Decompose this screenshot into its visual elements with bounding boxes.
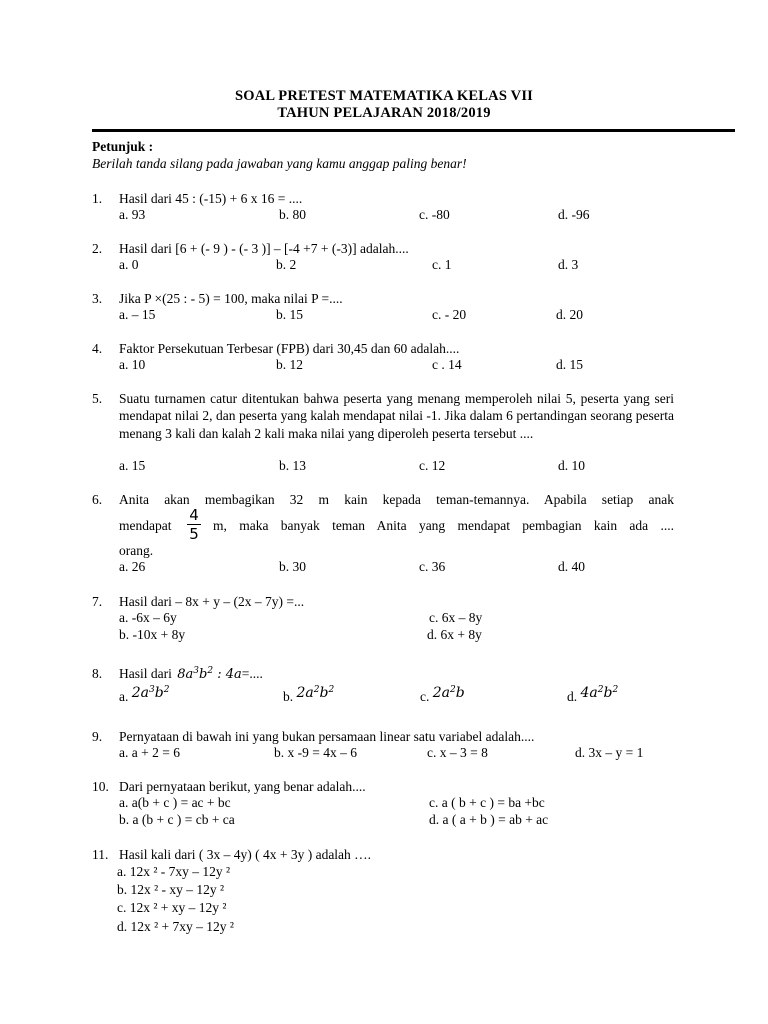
question-6-fraction — [187, 507, 201, 542]
question-8-option-b — [283, 685, 335, 706]
question-11-number: 11. — [92, 847, 109, 862]
question-4-number: 4. — [92, 341, 103, 356]
question-3-option-d: d. 20 — [556, 307, 583, 322]
question-10-number: 10. — [92, 779, 109, 794]
question-11-text: Hasil kali dari ( 3x – 4y) ( 4x + 3y ) adalah …. — [119, 847, 372, 862]
question-10-option-c: c. a ( b + c ) = ba +bc — [429, 795, 545, 810]
question-3-number: 3. — [92, 291, 103, 306]
question-11-option-d: d. 12x ² + 7xy – 12y ² — [117, 919, 234, 934]
question-9-option-c: c. x – 3 = 8 — [427, 745, 488, 760]
question-6-option-c: c. 36 — [419, 559, 446, 574]
question-2-number: 2. — [92, 241, 103, 256]
question-6-text-pre: mendapat — [119, 518, 172, 533]
question-6-text-line-3: orang. — [119, 543, 154, 558]
option-letter: c. — [420, 689, 430, 704]
question-1-option-b: b. 80 — [279, 207, 306, 222]
question-8-text — [119, 665, 263, 683]
question-8-option-c — [420, 685, 465, 706]
question-9-option-b: b. x -9 = 4x – 6 — [274, 745, 357, 760]
question-2-option-c: c. 1 — [432, 257, 452, 272]
instructions-heading: Petunjuk : — [92, 139, 154, 154]
question-7-option-a: a. -6x – 6y — [119, 610, 177, 625]
question-1-option-c: c. -80 — [419, 207, 450, 222]
option-letter: b. — [283, 689, 294, 704]
question-3-option-b: b. 15 — [276, 307, 303, 322]
question-7-option-d: d. 6x + 8y — [427, 627, 482, 642]
option-letter: d. — [567, 689, 578, 704]
question-9-option-d: d. 3x – y = 1 — [575, 745, 644, 760]
question-7-option-c: c. 6x – 8y — [429, 610, 483, 625]
question-4-option-c: c . 14 — [432, 357, 462, 372]
question-6-option-a: a. 26 — [119, 559, 146, 574]
question-1-number: 1. — [92, 191, 103, 206]
question-9-number: 9. — [92, 729, 103, 744]
question-10-option-d: d. a ( a + b ) = ab + ac — [429, 812, 549, 827]
question-6-text-post: m, maka banyak teman Anita yang mendapat pembagian kain ada .... — [213, 518, 674, 533]
option-c-expression: $2a^2b$ — [432, 685, 465, 701]
option-a-expression: $2a^3b^2$ — [131, 685, 170, 701]
option-b-expression: $2a^2b^2$ — [296, 685, 335, 701]
question-11-option-c: c. 12x ² + xy – 12y ² — [117, 900, 227, 915]
question-2-option-d: d. 3 — [558, 257, 579, 272]
question-3-text: Jika P ×(25 : - 5) = 100, maka nilai P =.... — [119, 291, 343, 306]
question-6-option-d: d. 40 — [558, 559, 585, 574]
question-10-option-b: b. a (b + c ) = cb + ca — [119, 812, 235, 827]
question-4-option-b: b. 12 — [276, 357, 303, 372]
question-5-option-c: c. 12 — [419, 458, 446, 473]
question-8-option-a — [119, 685, 170, 706]
question-5-option-b: b. 13 — [279, 458, 306, 473]
question-11-option-a: a. 12x ² - 7xy – 12y ² — [117, 864, 231, 879]
question-4-option-a: a. 10 — [119, 357, 146, 372]
question-9-option-a: a. a + 2 = 6 — [119, 745, 180, 760]
question-11-option-b: b. 12x ² - xy – 12y ² — [117, 882, 225, 897]
question-5-text: Suatu turnamen catur ditentukan bahwa peserta yang menang memperoleh nilai 5, peserta yang seri mendapat nilai 2, dan peserta yang kalah mendapat nilai -1. Jika dalam 6 pertandingan seorang peserta menang 3 kali dan kalah 2 kali maka nilai yang diperoleh peserta tersebut .... — [119, 391, 674, 441]
question-1-option-a: a. 93 — [119, 207, 146, 222]
question-6-number: 6. — [92, 492, 103, 507]
question-8-text-pre: Hasil dari — [119, 666, 172, 681]
question-5-option-a: a. 15 — [119, 458, 146, 473]
question-1-text: Hasil dari 45 : (-15) + 6 x 16 = .... — [119, 191, 303, 206]
question-6-text-line-1: Anita akan membagikan 32 m kain kepada teman-temannya. Apabila setiap anak — [119, 492, 674, 507]
question-8-text-post: =.... — [241, 666, 263, 681]
fraction-denominator: 5 — [189, 525, 199, 543]
question-2-text: Hasil dari [6 + (- 9 ) - (- 3 )] – [-4 +7 + (-3)] adalah.... — [119, 241, 409, 256]
question-6-option-b: b. 30 — [279, 559, 306, 574]
question-5-number: 5. — [92, 391, 103, 406]
title-line-2: TAHUN PELAJARAN 2018/2019 — [277, 105, 491, 121]
header-divider — [92, 129, 735, 132]
question-5-option-d: d. 10 — [558, 458, 585, 473]
question-2-option-b: b. 2 — [276, 257, 297, 272]
question-4-option-d: d. 15 — [556, 357, 583, 372]
question-4-text: Faktor Persekutuan Terbesar (FPB) dari 30,45 dan 60 adalah.... — [119, 341, 460, 356]
instructions-text: Berilah tanda silang pada jawaban yang kamu anggap paling benar! — [92, 156, 467, 171]
question-3-option-c: c. - 20 — [432, 307, 467, 322]
question-10-text: Dari pernyataan berikut, yang benar adalah.... — [119, 779, 366, 794]
question-3-option-a: a. – 15 — [119, 307, 156, 322]
question-7-option-b: b. -10x + 8y — [119, 627, 186, 642]
question-7-text: Hasil dari – 8x + y – (2x – 7y) =... — [119, 594, 305, 609]
fraction-numerator: 4 — [189, 506, 199, 524]
question-9-text: Pernyataan di bawah ini yang bukan persamaan linear satu variabel adalah.... — [119, 729, 535, 744]
question-8-option-d — [567, 685, 619, 706]
question-8-expression: $8a^3b^2$ : 4a — [177, 666, 242, 682]
title-line-1: SOAL PRETEST MATEMATIKA KELAS VII — [234, 88, 534, 104]
question-10-option-a: a. a(b + c ) = ac + bc — [119, 795, 231, 810]
question-2-option-a: a. 0 — [119, 257, 139, 272]
question-8-number: 8. — [92, 666, 103, 681]
option-d-expression: $4a^2b^2$ — [580, 685, 619, 701]
option-letter: a. — [119, 689, 129, 704]
question-7-number: 7. — [92, 594, 103, 609]
question-1-option-d: d. -96 — [558, 207, 590, 222]
